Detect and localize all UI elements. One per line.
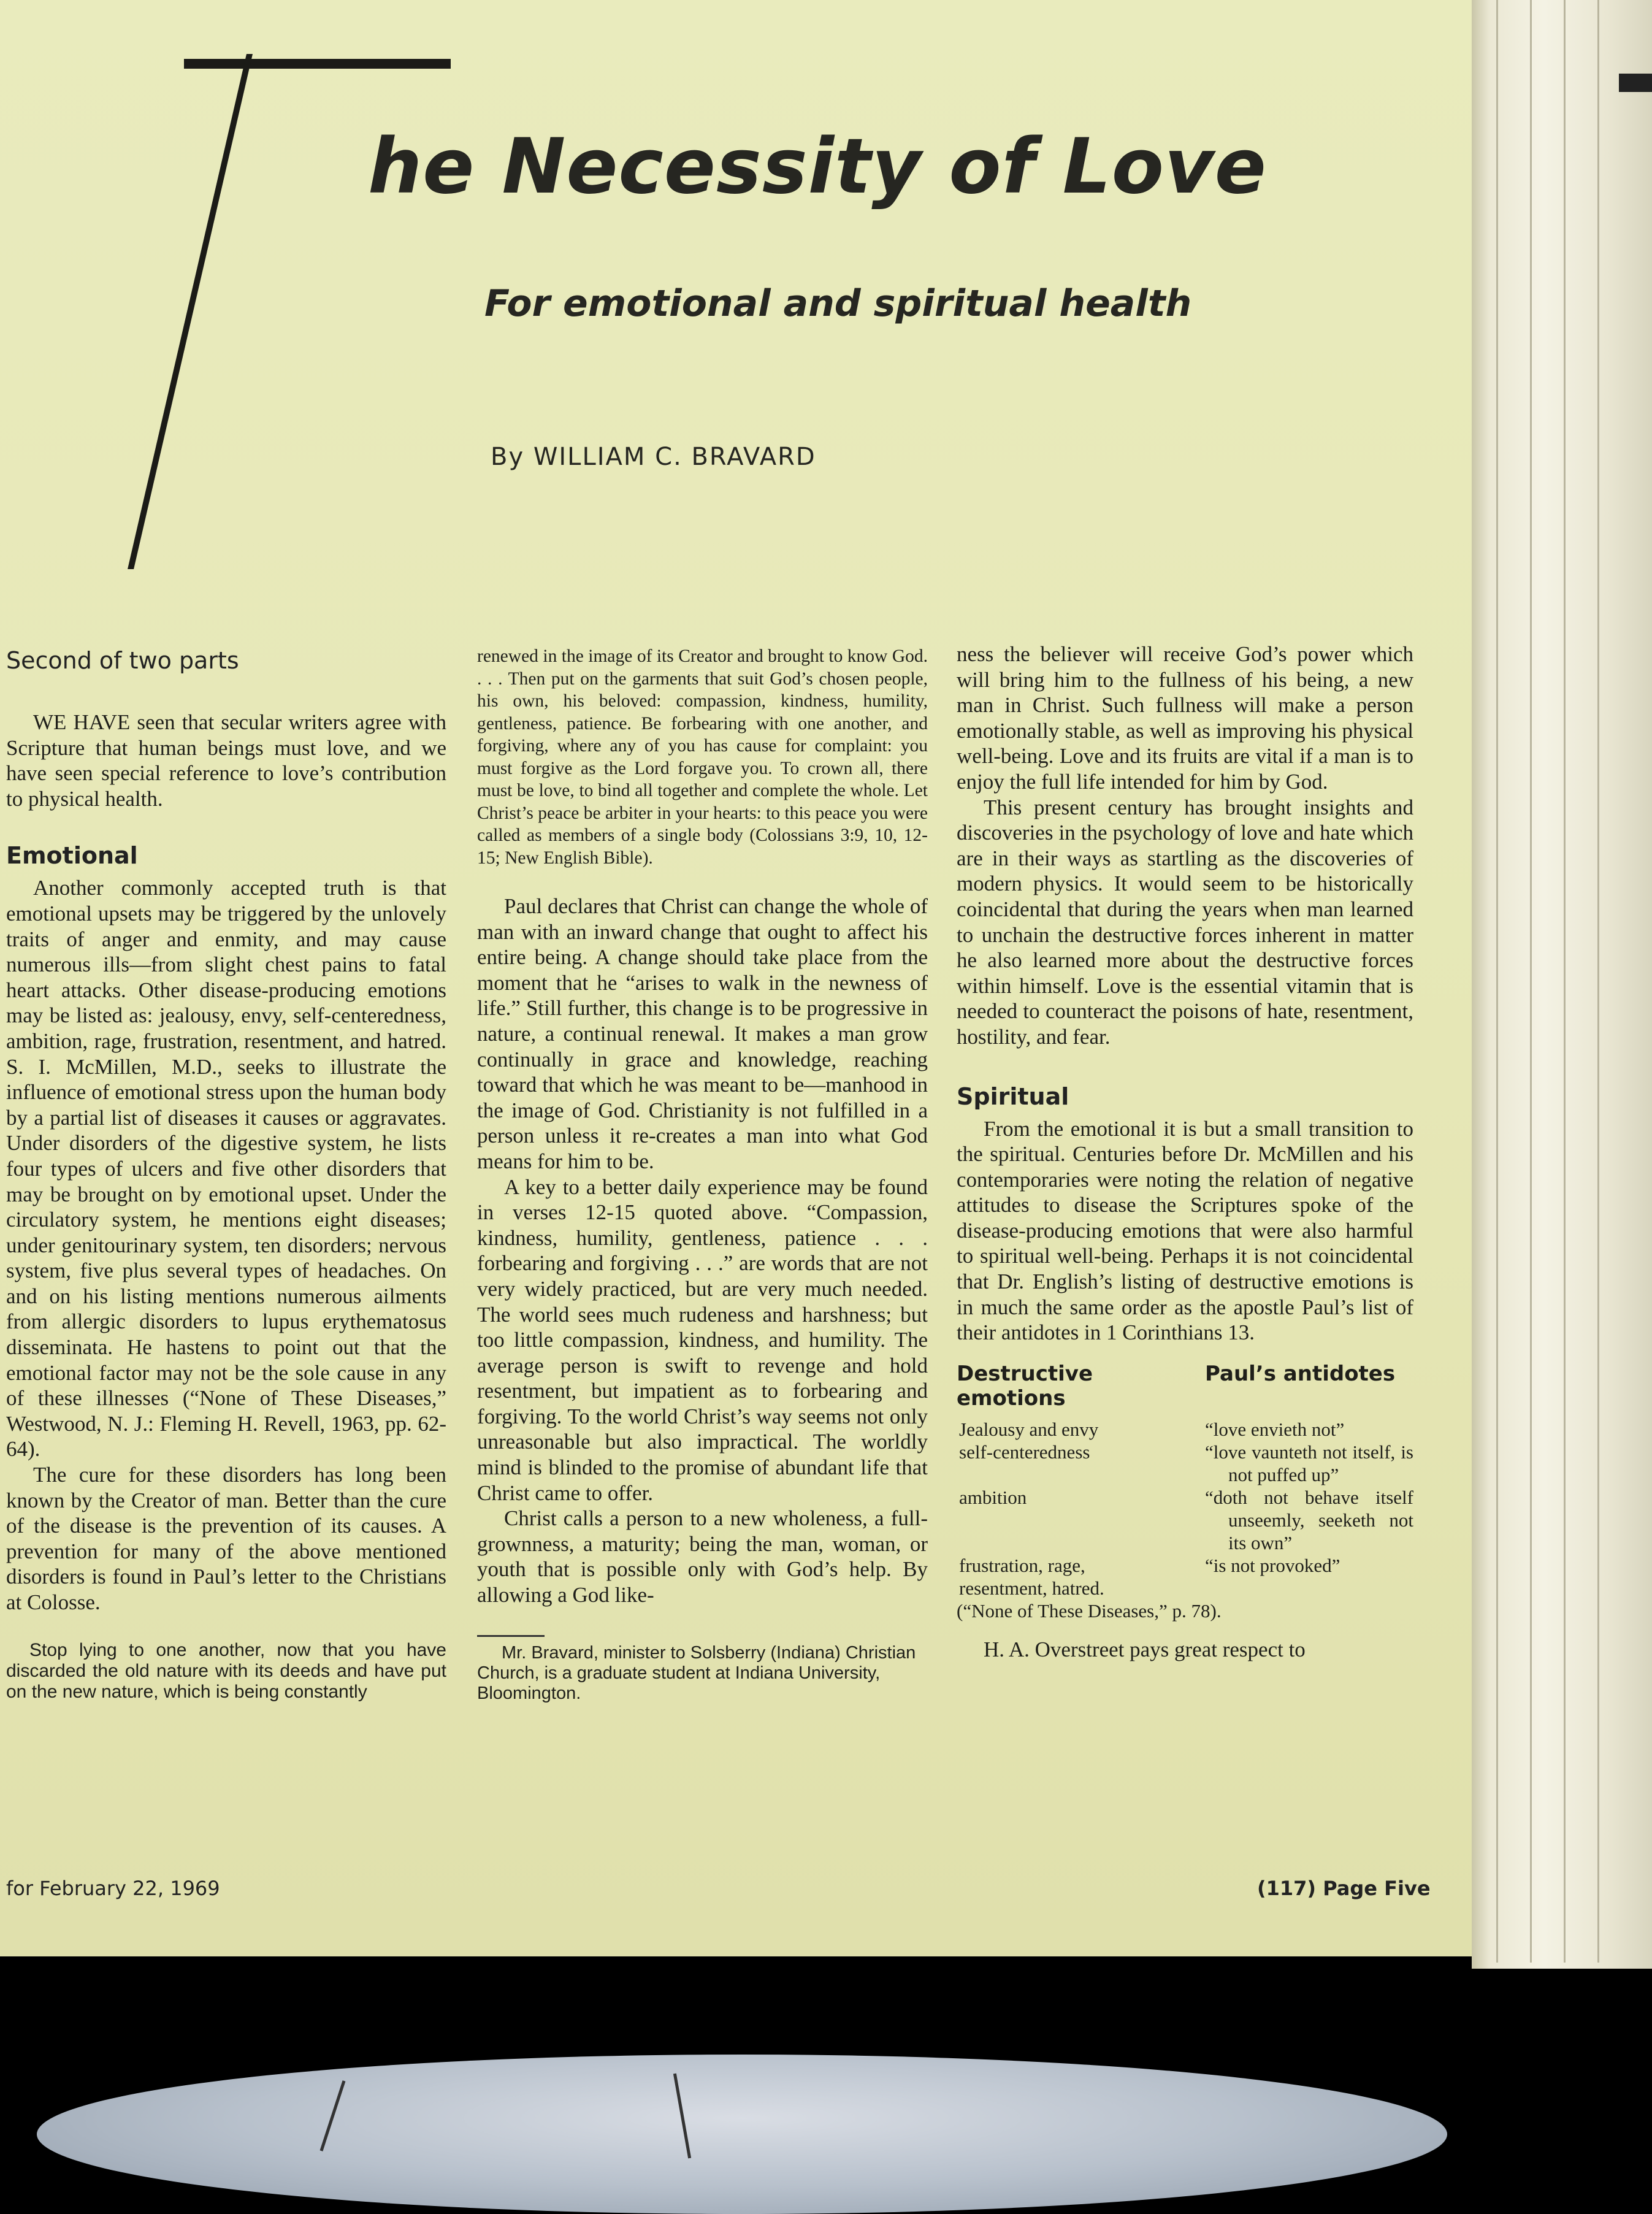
emotions-antidotes-table bbox=[957, 1362, 1413, 1622]
paragraph: From the emotional it is but a small transition to the spiritual. Centuries before Dr. McMillen and his contemporaries were noting the relation of negative attitudes to disease the Scriptures spoke of the disease-producing emotions that were also harmful to spiritual well-being. Perhaps it is not coincidental that Dr. English’s listing of destructive emotions is in much the same order as the apostle Paul’s list of their antidotes in 1 Corinthians 13. bbox=[957, 1116, 1413, 1345]
book-page-edges bbox=[1472, 0, 1652, 1969]
surface-crack bbox=[320, 2080, 346, 2151]
background-surface bbox=[37, 2055, 1447, 2214]
drop-cap-t-bar bbox=[184, 59, 451, 69]
table-row bbox=[957, 1441, 1413, 1486]
paragraph: WE HAVE seen that secular writers agree with Scripture that human beings must love, and we have seen special reference to love’s contribution to physical health. bbox=[6, 710, 446, 811]
scripture-quote: Stop lying to one another, now that you have discarded the old nature with its deeds and have put on the new nature, which is being constantly bbox=[6, 1639, 446, 1702]
table-cell: “love vaunteth not itself, is not puffed up” bbox=[1205, 1441, 1413, 1485]
column-2 bbox=[477, 645, 928, 1704]
column-1 bbox=[6, 647, 446, 1703]
table-cell: ambition bbox=[959, 1486, 1027, 1508]
footnote-rule bbox=[477, 1635, 545, 1637]
series-label: Second of two parts bbox=[6, 647, 239, 674]
paragraph: This present century has brought insights and discoveries in the psychology of love and hate which are in their ways as startling as the discoveries of modern physics. It would seem to be historically coincidental that during the years when man learned to unchain the destructive forces inherent in matter he also learned more about the destructive forces within himself. Love is the essential vitamin that is needed to counteract the poisons of hate, resentment, hostility, and fear. bbox=[957, 795, 1413, 1049]
table-cell: “is not provoked” bbox=[1205, 1554, 1340, 1576]
heading-spiritual: Spiritual bbox=[957, 1082, 1069, 1110]
column-3 bbox=[957, 642, 1413, 1662]
page-edge-line bbox=[1496, 0, 1498, 1963]
page-number: (117) Page Five bbox=[1257, 1877, 1431, 1900]
table-source: (“None of These Diseases,” p. 78). bbox=[957, 1599, 1222, 1622]
surface-crack bbox=[673, 2074, 691, 2159]
table-header bbox=[957, 1362, 1413, 1411]
table-cell-wrap bbox=[1205, 1554, 1413, 1599]
table-row bbox=[957, 1554, 1413, 1599]
table-cell: “doth not behave itself unseemly, seeketh not its own” bbox=[1205, 1486, 1413, 1553]
page-edge-line bbox=[1597, 0, 1599, 1963]
table-cell: self-centeredness bbox=[959, 1441, 1090, 1463]
paragraph: A key to a better daily experience may be found in verses 12-15 quoted above. “Compassion, kindness, humility, gentleness, patience . . . forbearing and forgiving . . .” are words that are not very widely practiced, but are very much needed. The world sees much rudeness and harshness; but too little compassion, kindness, and humility. The average person is swift to revenge and hold resentment, but impatient as to forbearing and forgiving. To the world Christ’s way seems not only unreasonable but also impractical. The worldly mind is blinded to the promise of abundant life that Christ came to offer. bbox=[477, 1174, 928, 1505]
author-footnote: Mr. Bravard, minister to Solsberry (Indiana) Christian Church, is a graduate student at Indiana University, Bloomington. bbox=[477, 1642, 916, 1703]
table-header-left: Destructive emotions bbox=[957, 1361, 1093, 1411]
table-cell: frustration, rage, resentment, hatred. bbox=[959, 1554, 1104, 1599]
article-subtitle: For emotional and spiritual health bbox=[484, 282, 1192, 325]
heading-emotional: Emotional bbox=[6, 842, 138, 870]
paragraph: Paul declares that Christ can change the whole of man with an inward change that ought to affect his entire being. A change should take place from the moment that he “arises to walk in the newness of life.” Still further, this change is to be progressive in nature, a continual renewal. It makes a man grow continually in grace and knowledge, reaching toward that which he was meant to be—manhood in the image of God. Christianity is not fulfilled in a person unless it re-creates a man into what God means for him to be. bbox=[477, 894, 928, 1173]
table-cell-wrap bbox=[1205, 1418, 1413, 1441]
table-cell-wrap bbox=[1205, 1441, 1413, 1486]
paragraph: ness the believer will receive God’s power which will bring him to the fullness of his being, a new man in Christ. Such fullness will make a person emotionally stable, as well as improving his physical well-being. Love and its fruits are vital if a man is to enjoy the full life intended for him by God. bbox=[957, 642, 1413, 794]
paragraph: H. A. Overstreet pays great respect to bbox=[984, 1637, 1306, 1661]
scripture-quote: renewed in the image of its Creator and brought to know God. . . . Then put on the garments that suit God’s chosen people, his own, his beloved: compassion, kindness, humility, gentleness, patience. Be forbearing with one another, and forgiving, where any of you has cause for complaint: you must forgive as the Lord forgave you. To crown all, there must be love, to bind all together and complete the whole. Let Christ’s peace be arbiter in your hearts: to this peace you were called as members of a single body (Colossians 3:9, 10, 12-15; New English Bible). bbox=[477, 646, 928, 868]
issue-date: for February 22, 1969 bbox=[6, 1877, 220, 1900]
drop-cap-t-stem bbox=[128, 54, 253, 569]
paragraph: Christ calls a person to a new wholeness, a full-grownness, a maturity; being the man, woman, or youth that is possible only with God’s help. By allowing a God like- bbox=[477, 1506, 928, 1607]
table-cell: “love envieth not” bbox=[1205, 1418, 1345, 1440]
table-header-right: Paul’s antidotes bbox=[1205, 1361, 1396, 1386]
table-cell-wrap bbox=[1205, 1486, 1413, 1554]
paragraph: The cure for these disorders has long been known by the Creator of man. Better than the cure of the disease is the prevention of its causes. A prevention for many of the above mentioned disorders is found in Paul’s letter to the Christians at Colosse. bbox=[6, 1463, 446, 1614]
table-cell: Jealousy and envy bbox=[959, 1418, 1099, 1440]
page-edge-line bbox=[1530, 0, 1532, 1963]
paragraph: Another commonly accepted truth is that emotional upsets may be triggered by the unlovely traits of anger and enmity, and may cause numerous ills—from slight chest pains to fatal heart attacks. Other disease-producing emotions may be listed as: jealousy, envy, self-centeredness, ambition, rage, frustration, resentment, and hatred. S. I. McMillen, M.D., seeks to illustrate the influence of emotional stress upon the human body by a partial list of diseases it causes or aggravates. Under disorders of the digestive system, he lists four types of ulcers and five other disorders that may be brought on by emotional upset. Under the circulatory system, he mentions eight diseases; under genitourinary system, ten disorders; nervous system, five plus several types of headaches. On and on his listing mentions numerous ailments from allergic disorders to lupus erythematosus disseminata. He hastens to point out that the emotional factor may not be the sole cause in any of these illnesses (“None of These Diseases,” Westwood, N. J.: Fleming H. Revell, 1963, pp. 62-64). bbox=[6, 876, 446, 1461]
table-row bbox=[957, 1418, 1413, 1441]
table-row bbox=[957, 1486, 1413, 1554]
page-edge-line bbox=[1564, 0, 1566, 1963]
article-title: he Necessity of Love bbox=[368, 123, 1267, 211]
edge-shadow bbox=[1619, 74, 1652, 92]
byline: By WILLIAM C. BRAVARD bbox=[491, 443, 816, 471]
